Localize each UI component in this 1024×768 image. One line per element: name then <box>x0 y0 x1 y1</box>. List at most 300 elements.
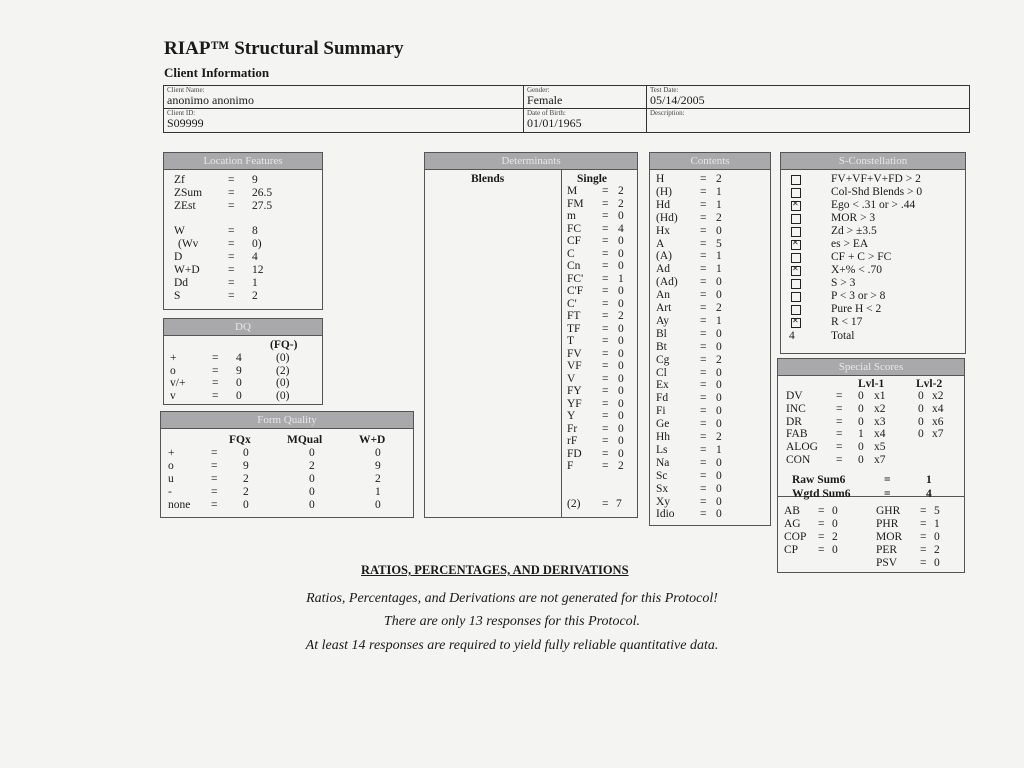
content-eq: = <box>700 198 707 211</box>
special-score-lvl1: 0 <box>858 390 864 402</box>
ratios-note-3: At least 14 responses are required to yield fully reliable quantitative data. <box>305 638 719 653</box>
content-value: 0 <box>716 224 722 237</box>
location-key: D <box>174 251 183 263</box>
special-extra-eq2: = <box>920 531 927 543</box>
dq-column-header: (FQ-) <box>270 339 298 351</box>
dq-value: 0 <box>236 389 242 402</box>
dq-key: + <box>170 352 177 364</box>
content-value: 1 <box>716 443 722 456</box>
special-score-row <box>778 416 964 429</box>
determinant-value: 2 <box>618 197 624 210</box>
gender-cell <box>524 86 647 109</box>
content-row <box>650 225 770 238</box>
dq-row <box>164 365 322 378</box>
content-value: 0 <box>716 508 722 521</box>
content-key: Hd <box>656 198 671 211</box>
content-value: 2 <box>716 353 722 366</box>
lvl2-label: Lvl-2 <box>916 378 943 390</box>
content-key: Cl <box>656 366 667 379</box>
location-value: 4 <box>252 251 258 263</box>
special-extra-value2: 0 <box>934 557 940 569</box>
dq-eq: = <box>212 389 219 402</box>
content-row <box>650 392 770 405</box>
determinant-row <box>562 398 637 411</box>
client-id-cell <box>164 109 524 132</box>
determinants-header: Determinants <box>425 153 637 170</box>
content-eq: = <box>700 469 707 482</box>
location-eq: = <box>228 277 235 289</box>
special-score-eq: = <box>836 441 843 454</box>
special-score-key: DV <box>786 390 803 402</box>
content-eq: = <box>700 340 707 353</box>
special-score-lvl2-mult: x6 <box>932 415 944 428</box>
determinant-eq: = <box>602 460 609 472</box>
content-key: Fd <box>656 392 669 405</box>
content-value: 0 <box>716 456 722 469</box>
test-date-cell <box>647 86 969 109</box>
content-key: Hx <box>656 224 671 237</box>
location-eq: = <box>228 251 235 263</box>
ratios-note-1: Ratios, Percentages, and Derivations are not generated for this Protocol! <box>306 591 718 606</box>
s-constellation-item <box>781 290 965 303</box>
special-extra-key: CP <box>784 544 799 556</box>
determinant-key: C <box>567 247 575 260</box>
determinant-value: 2 <box>618 310 624 322</box>
special-score-eq: = <box>836 415 843 428</box>
special-score-eq: = <box>836 454 843 466</box>
special-extra-value2: 5 <box>934 505 940 517</box>
location-value: 26.5 <box>252 187 273 199</box>
content-value: 1 <box>716 185 722 198</box>
special-extra-key: COP <box>784 531 807 543</box>
special-score-lvl1: 0 <box>858 415 864 428</box>
determinant-value: 0 <box>618 385 624 397</box>
determinant-eq: = <box>602 285 609 297</box>
determinant-value: 0 <box>618 360 624 372</box>
content-eq: = <box>700 405 707 418</box>
determinant-value: 0 <box>618 447 624 460</box>
content-row <box>650 173 770 186</box>
form-quality-key: + <box>168 447 175 459</box>
determinant-value: 1 <box>618 272 624 285</box>
special-score-key: INC <box>786 402 806 415</box>
location-eq: = <box>228 225 235 237</box>
content-value: 0 <box>716 418 722 431</box>
content-key: Sc <box>656 469 668 482</box>
content-row <box>650 431 770 444</box>
special-score-lvl1: 1 <box>858 428 864 441</box>
test-date-label: Test Date: <box>650 86 679 94</box>
content-row <box>650 341 770 354</box>
determinant-row <box>562 323 637 336</box>
content-key: (A) <box>656 250 672 263</box>
form-quality-column-header: MQual <box>287 434 323 446</box>
location-eq: = <box>228 187 235 199</box>
content-row <box>650 263 770 276</box>
content-value: 0 <box>716 469 722 482</box>
dq-row <box>164 377 322 390</box>
content-value: 1 <box>716 314 722 327</box>
form-quality-row <box>161 460 413 473</box>
content-eq: = <box>700 302 707 314</box>
dq-eq: = <box>212 377 219 389</box>
form-quality-fqx: 0 <box>243 499 249 511</box>
special-extra-eq: = <box>818 531 825 543</box>
checkbox-icon <box>791 214 801 224</box>
pair-eq: = <box>602 498 609 510</box>
s-constellation-header: S-Constellation <box>781 153 965 170</box>
checkbox-icon <box>791 188 801 198</box>
special-score-lvl2-mult: x7 <box>932 428 944 441</box>
form-quality-mqual: 0 <box>309 473 315 485</box>
content-eq: = <box>700 392 707 405</box>
determinant-key: FV <box>567 347 582 360</box>
s-constellation-label: es > EA <box>831 238 869 250</box>
determinant-eq: = <box>602 185 609 197</box>
content-eq: = <box>700 418 707 431</box>
content-row <box>650 250 770 263</box>
content-eq: = <box>700 211 707 224</box>
determinant-key: Fr <box>567 422 578 435</box>
determinant-row <box>562 210 637 223</box>
determinant-eq: = <box>602 322 609 335</box>
determinant-row <box>562 423 637 436</box>
location-value: 8 <box>252 225 258 237</box>
determinant-value: 0 <box>618 335 624 347</box>
dq-row <box>164 352 322 365</box>
location-key: W <box>174 225 185 237</box>
content-value: 5 <box>716 237 722 250</box>
determinant-row <box>562 435 637 448</box>
content-value: 1 <box>716 263 722 276</box>
determinant-row <box>562 273 637 286</box>
content-row <box>650 405 770 418</box>
s-constellation-label: Ego < .31 or > .44 <box>831 199 916 211</box>
determinant-key: Y <box>567 410 576 422</box>
dob-value: 01/01/1965 <box>527 116 582 130</box>
content-key: A <box>656 237 665 250</box>
determinant-eq: = <box>602 260 609 272</box>
special-extra-eq: = <box>818 518 825 530</box>
content-eq: = <box>700 495 707 508</box>
determinant-eq: = <box>602 372 609 385</box>
determinant-row <box>562 410 637 423</box>
special-score-lvl1-mult: x5 <box>874 441 886 454</box>
form-quality-wd: 0 <box>375 499 381 511</box>
special-extra-key2: MOR <box>876 531 903 543</box>
special-extra-row <box>778 557 964 570</box>
special-extra-value2: 0 <box>934 531 940 543</box>
s-constellation-item <box>781 264 965 277</box>
determinant-value: 0 <box>618 210 624 222</box>
determinant-value: 2 <box>618 460 624 472</box>
client-id-value: S09999 <box>167 116 204 130</box>
content-row <box>650 354 770 367</box>
content-row <box>650 483 770 496</box>
content-key: An <box>656 289 671 302</box>
location-features-panel <box>163 152 323 310</box>
s-constellation-item <box>781 277 965 290</box>
determinant-value: 0 <box>618 260 624 272</box>
special-extra-value2: 1 <box>934 518 940 530</box>
s-constellation-label: MOR > 3 <box>831 212 876 224</box>
special-scores-panel <box>777 358 965 573</box>
form-quality-fqx: 0 <box>243 447 249 459</box>
content-row <box>650 328 770 341</box>
form-quality-eq: = <box>211 486 218 498</box>
determinant-key: C'F <box>567 285 584 297</box>
form-quality-row <box>161 473 413 486</box>
content-eq: = <box>700 482 707 495</box>
checkbox-icon <box>791 292 801 302</box>
determinant-eq: = <box>602 235 609 247</box>
s-constellation-label: Col-Shd Blends > 0 <box>831 186 923 198</box>
content-value: 0 <box>716 495 722 508</box>
special-extra-key: AB <box>784 505 800 517</box>
content-row <box>650 199 770 212</box>
form-quality-wd: 9 <box>375 460 381 472</box>
dq-key: v <box>170 389 176 402</box>
content-key: Art <box>656 302 672 314</box>
determinant-row <box>562 248 637 261</box>
content-row <box>650 302 770 315</box>
content-value: 0 <box>716 276 722 289</box>
determinant-row <box>562 260 637 273</box>
determinant-key: F <box>567 460 574 472</box>
location-value: 9 <box>252 174 258 186</box>
determinant-value: 0 <box>618 322 624 335</box>
checkbox-icon <box>791 266 801 276</box>
special-score-lvl1-mult: x3 <box>874 415 886 428</box>
content-row <box>650 212 770 225</box>
location-value: 2 <box>252 290 258 302</box>
determinant-eq: = <box>602 310 609 322</box>
test-date-value: 05/14/2005 <box>650 93 705 107</box>
location-row <box>164 238 322 251</box>
special-extra-value2: 2 <box>934 544 940 556</box>
location-row <box>164 174 322 187</box>
special-extra-value: 0 <box>832 544 838 556</box>
determinant-key: VF <box>567 360 582 372</box>
special-score-row <box>778 441 964 454</box>
content-key: Idio <box>656 508 675 521</box>
form-quality-key: none <box>168 499 191 511</box>
dq-key: v/+ <box>170 377 186 389</box>
content-row <box>650 444 770 457</box>
form-quality-mqual: 0 <box>309 499 315 511</box>
contents-panel <box>649 152 771 526</box>
content-key: Bt <box>656 340 667 353</box>
raw-sum-value: 1 <box>926 474 932 486</box>
content-row <box>650 289 770 302</box>
location-value: 1 <box>252 277 258 289</box>
determinant-value: 0 <box>618 285 624 297</box>
form-quality-fqx: 2 <box>243 473 249 485</box>
content-eq: = <box>700 289 707 302</box>
determinant-row <box>562 285 637 298</box>
content-row <box>650 457 770 470</box>
special-extra-value: 2 <box>832 531 838 543</box>
client-name-cell <box>164 86 524 109</box>
special-score-row <box>778 390 964 403</box>
dob-cell <box>524 109 647 132</box>
s-constellation-item <box>781 199 965 212</box>
dq-value: 0 <box>236 377 242 389</box>
form-quality-wd: 2 <box>375 473 381 485</box>
special-extra-value: 0 <box>832 518 838 530</box>
special-extra-eq2: = <box>920 557 927 569</box>
form-quality-row <box>161 447 413 460</box>
dq-eq: = <box>212 352 219 364</box>
location-key: ZEst <box>174 200 196 212</box>
determinant-row <box>562 310 637 323</box>
dq-fq-value: (2) <box>276 364 290 377</box>
determinant-eq: = <box>602 410 609 422</box>
content-row <box>650 496 770 509</box>
location-row <box>164 187 322 200</box>
checkbox-icon <box>791 240 801 250</box>
determinant-key: M <box>567 185 578 197</box>
location-eq: = <box>228 290 235 302</box>
determinant-row <box>562 348 637 361</box>
s-constellation-total <box>781 330 965 343</box>
determinant-value: 4 <box>618 222 624 235</box>
determinant-key: m <box>567 210 576 222</box>
special-extra-key2: PER <box>876 544 898 556</box>
single-label: Single <box>577 173 608 185</box>
location-row <box>164 251 322 264</box>
content-eq: = <box>700 250 707 263</box>
s-constellation-label: CF + C > FC <box>831 251 892 263</box>
determinant-key: FT <box>567 310 581 322</box>
content-eq: = <box>700 224 707 237</box>
special-extra-row <box>778 544 964 557</box>
s-constellation-label: P < 3 or > 8 <box>831 290 886 302</box>
blends-label: Blends <box>471 173 505 185</box>
form-quality-column-header: W+D <box>359 434 386 446</box>
form-quality-header: Form Quality <box>161 412 413 429</box>
wgtd-sum-label: Wgtd Sum6 <box>792 488 851 500</box>
form-quality-row <box>161 486 413 499</box>
checkbox-icon <box>791 305 801 315</box>
content-row <box>650 367 770 380</box>
special-extra-key2: PSV <box>876 557 898 569</box>
special-score-lvl1: 0 <box>858 402 864 415</box>
form-quality-eq: = <box>211 460 218 472</box>
content-eq: = <box>700 185 707 198</box>
special-extra-key: AG <box>784 518 801 530</box>
dq-value: 9 <box>236 364 242 377</box>
dq-row <box>164 390 322 403</box>
content-value: 2 <box>716 173 722 185</box>
location-key: (Wv <box>178 238 199 250</box>
special-score-key: FAB <box>786 428 808 441</box>
checkbox-icon <box>791 318 801 328</box>
content-eq: = <box>700 508 707 521</box>
location-row <box>164 225 322 238</box>
determinant-eq: = <box>602 397 609 410</box>
special-score-lvl2: 0 <box>918 402 924 415</box>
determinant-eq: = <box>602 222 609 235</box>
s-constellation-label: FV+VF+V+FD > 2 <box>831 173 921 185</box>
determinant-key: FY <box>567 385 582 397</box>
determinant-value: 0 <box>618 422 624 435</box>
determinant-eq: = <box>602 347 609 360</box>
form-quality-panel <box>160 411 414 518</box>
raw-sum-eq: = <box>884 474 891 486</box>
determinant-eq: = <box>602 360 609 372</box>
special-score-lvl1-mult: x1 <box>874 390 886 402</box>
ratios-heading: RATIOS, PERCENTAGES, AND DERIVATIONS <box>361 563 629 577</box>
content-key: Ex <box>656 379 669 392</box>
determinant-row <box>562 298 637 311</box>
content-eq: = <box>700 276 707 289</box>
form-quality-key: - <box>168 486 172 498</box>
client-id-label: Client ID: <box>167 109 196 117</box>
dq-header: DQ <box>164 319 322 336</box>
determinant-row <box>562 460 637 473</box>
content-value: 0 <box>716 379 722 392</box>
client-info-table <box>163 85 970 133</box>
gender-value: Female <box>527 93 563 107</box>
form-quality-eq: = <box>211 447 218 459</box>
determinant-value: 0 <box>618 435 624 447</box>
page-title: RIAP™ Structural Summary <box>164 38 404 59</box>
form-quality-key: o <box>168 460 174 472</box>
content-eq: = <box>700 443 707 456</box>
determinant-pair-row <box>562 498 637 511</box>
determinant-key: FC' <box>567 272 584 285</box>
content-eq: = <box>700 379 707 392</box>
special-score-key: CON <box>786 454 811 466</box>
determinant-row <box>562 185 637 198</box>
determinant-key: FC <box>567 222 582 235</box>
special-extra-key2: GHR <box>876 505 901 517</box>
special-extra-eq2: = <box>920 505 927 517</box>
form-quality-wd: 0 <box>375 447 381 459</box>
content-key: Ls <box>656 443 668 456</box>
content-key: (H) <box>656 185 672 198</box>
location-key: Dd <box>174 277 189 289</box>
content-key: Ay <box>656 314 669 327</box>
pair-label: (2) <box>567 498 581 510</box>
determinant-key: FD <box>567 447 582 460</box>
location-value: 0) <box>252 238 262 250</box>
checkbox-icon <box>791 253 801 263</box>
special-scores-header: Special Scores <box>778 359 964 376</box>
special-score-lvl2-mult: x4 <box>932 402 944 415</box>
dq-value: 4 <box>236 352 242 364</box>
raw-sum-label: Raw Sum6 <box>792 474 846 486</box>
dq-key: o <box>170 364 176 377</box>
content-eq: = <box>700 314 707 327</box>
special-score-lvl1-mult: x2 <box>874 402 886 415</box>
determinant-eq: = <box>602 297 609 310</box>
form-quality-fqx: 2 <box>243 486 249 498</box>
content-row <box>650 508 770 521</box>
s-constellation-item <box>781 173 965 186</box>
determinant-key: rF <box>567 435 578 447</box>
determinant-eq: = <box>602 335 609 347</box>
content-row <box>650 276 770 289</box>
determinant-row <box>562 223 637 236</box>
wgtd-sum-row <box>778 488 964 501</box>
determinant-key: V <box>567 372 576 385</box>
checkbox-icon <box>791 201 801 211</box>
determinant-row <box>562 335 637 348</box>
special-extra-eq: = <box>818 505 825 517</box>
form-quality-wd: 1 <box>375 486 381 498</box>
